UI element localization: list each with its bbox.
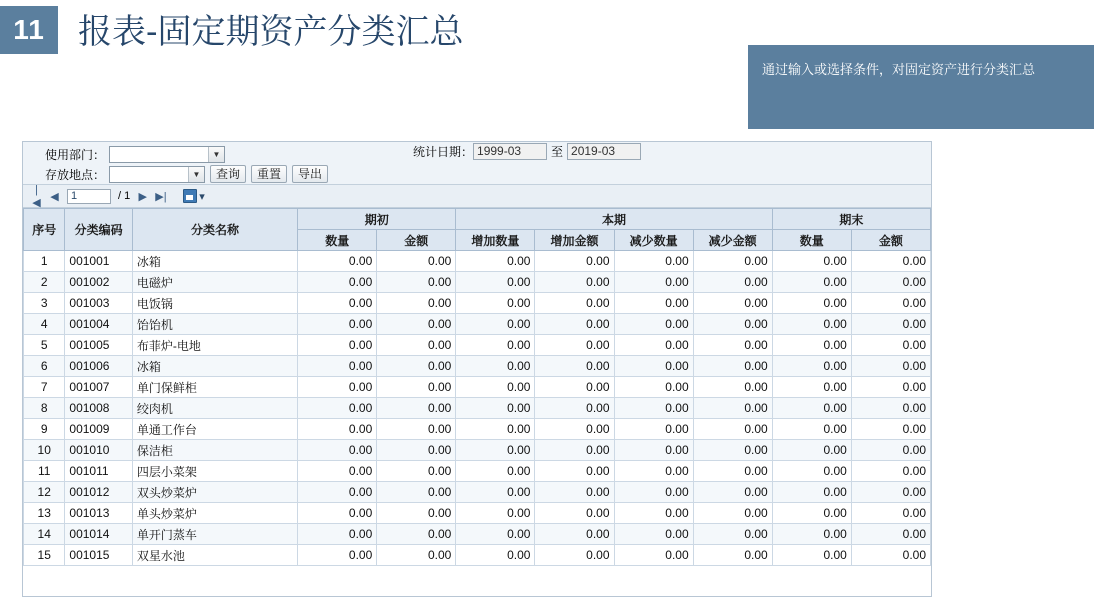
summary-table — [23, 208, 931, 566]
cell-value: 0.00 — [535, 272, 614, 293]
cell-category-name: 饴饴机 — [132, 314, 297, 335]
cell-category-code: 001008 — [65, 398, 132, 419]
cell-category-name: 单开门蒸车 — [132, 524, 297, 545]
cell-value: 0.00 — [456, 377, 535, 398]
cell-value: 0.00 — [693, 356, 772, 377]
table-body — [24, 251, 931, 566]
export-button[interactable]: 导出 — [292, 165, 328, 183]
cell-value: 0.00 — [377, 293, 456, 314]
cell-value: 0.00 — [772, 377, 851, 398]
location-label: 存放地点： — [44, 167, 105, 182]
group-closing: 期末 — [772, 209, 930, 230]
query-button[interactable]: 查询 — [210, 165, 246, 183]
cell-value: 0.00 — [535, 440, 614, 461]
cell-value: 0.00 — [456, 503, 535, 524]
col-category-code: 分类编码 — [65, 209, 132, 251]
page-title: 报表-固定期资产分类汇总 — [78, 12, 464, 52]
cell-value: 0.00 — [772, 356, 851, 377]
col-increase-amt: 增加金额 — [535, 230, 614, 251]
cell-value: 0.00 — [535, 293, 614, 314]
save-disk-icon — [183, 189, 197, 203]
col-closing-amt: 金额 — [851, 230, 930, 251]
cell-value: 0.00 — [772, 524, 851, 545]
cell-value: 0.00 — [377, 377, 456, 398]
cell-value: 0.00 — [614, 377, 693, 398]
cell-value: 0.00 — [851, 398, 930, 419]
cell-category-code: 001005 — [65, 335, 132, 356]
cell-value: 0.00 — [851, 524, 930, 545]
group-header-row — [24, 209, 931, 230]
cell-category-name: 单门保鲜柜 — [132, 377, 297, 398]
cell-value: 0.00 — [614, 314, 693, 335]
col-category-name: 分类名称 — [132, 209, 297, 251]
date-label: 统计日期： — [413, 145, 474, 159]
cell-category-name: 布菲炉-电地 — [132, 335, 297, 356]
cell-category-code: 001003 — [65, 293, 132, 314]
cell-value: 0.00 — [535, 482, 614, 503]
cell-seq: 5 — [24, 335, 65, 356]
cell-value: 0.00 — [298, 335, 377, 356]
table-row[interactable] — [24, 272, 931, 293]
table-row[interactable] — [24, 335, 931, 356]
cell-value: 0.00 — [377, 419, 456, 440]
cell-value: 0.00 — [851, 272, 930, 293]
cell-value: 0.00 — [614, 545, 693, 566]
cell-value: 0.00 — [377, 356, 456, 377]
cell-value: 0.00 — [456, 419, 535, 440]
col-opening-qty: 数量 — [298, 230, 377, 251]
cell-value: 0.00 — [614, 440, 693, 461]
cell-category-name: 四层小菜架 — [132, 461, 297, 482]
cell-category-name: 单头炒菜炉 — [132, 503, 297, 524]
cell-value: 0.00 — [377, 482, 456, 503]
report-grid — [23, 208, 931, 580]
cell-value: 0.00 — [851, 335, 930, 356]
table-row[interactable] — [24, 398, 931, 419]
cell-value: 0.00 — [614, 524, 693, 545]
cell-value: 0.00 — [456, 398, 535, 419]
cell-value: 0.00 — [456, 461, 535, 482]
cell-value: 0.00 — [851, 377, 930, 398]
cell-value: 0.00 — [298, 251, 377, 272]
cell-value: 0.00 — [535, 398, 614, 419]
note-callout: 通过输入或选择条件，对固定资产进行分类汇总 — [748, 45, 1094, 129]
cell-category-name: 电磁炉 — [132, 272, 297, 293]
cell-category-code: 001007 — [65, 377, 132, 398]
cell-value: 0.00 — [693, 314, 772, 335]
cell-category-code: 001010 — [65, 440, 132, 461]
cell-value: 0.00 — [614, 419, 693, 440]
cell-value: 0.00 — [772, 314, 851, 335]
cell-value: 0.00 — [535, 524, 614, 545]
chevron-down-icon: ▼ — [208, 147, 224, 162]
cell-value: 0.00 — [693, 419, 772, 440]
date-from-input[interactable]: 1999-03 — [473, 143, 547, 160]
cell-category-code: 001012 — [65, 482, 132, 503]
cell-value: 0.00 — [298, 272, 377, 293]
cell-value: 0.00 — [535, 377, 614, 398]
table-row[interactable] — [24, 482, 931, 503]
cell-value: 0.00 — [456, 482, 535, 503]
cell-value: 0.00 — [693, 461, 772, 482]
cell-value: 0.00 — [535, 419, 614, 440]
cell-value: 0.00 — [851, 482, 930, 503]
cell-category-code: 001013 — [65, 503, 132, 524]
cell-value: 0.00 — [693, 503, 772, 524]
cell-category-name: 冰箱 — [132, 251, 297, 272]
cell-value: 0.00 — [851, 461, 930, 482]
cell-value: 0.00 — [772, 545, 851, 566]
caret-down-icon: ▾ — [199, 190, 205, 203]
cell-value: 0.00 — [772, 482, 851, 503]
table-row[interactable] — [24, 293, 931, 314]
cell-category-name: 电饭锅 — [132, 293, 297, 314]
cell-value: 0.00 — [614, 398, 693, 419]
total-pages-label: / 1 — [118, 190, 131, 202]
cell-category-code: 001014 — [65, 524, 132, 545]
cell-value: 0.00 — [772, 398, 851, 419]
col-decrease-qty: 减少数量 — [614, 230, 693, 251]
cell-value: 0.00 — [535, 314, 614, 335]
cell-value: 0.00 — [456, 314, 535, 335]
table-row[interactable] — [24, 314, 931, 335]
table-head — [24, 209, 931, 251]
cell-seq: 6 — [24, 356, 65, 377]
cell-value: 0.00 — [851, 293, 930, 314]
cell-value: 0.00 — [693, 377, 772, 398]
cell-value: 0.00 — [456, 440, 535, 461]
table-row[interactable] — [24, 461, 931, 482]
cell-value: 0.00 — [772, 503, 851, 524]
cell-value: 0.00 — [377, 398, 456, 419]
cell-value: 0.00 — [614, 356, 693, 377]
cell-value: 0.00 — [614, 293, 693, 314]
cell-value: 0.00 — [772, 461, 851, 482]
table-row[interactable] — [24, 503, 931, 524]
cell-value: 0.00 — [772, 419, 851, 440]
cell-category-code: 001015 — [65, 545, 132, 566]
table-row[interactable] — [24, 356, 931, 377]
cell-category-name: 双星水池 — [132, 545, 297, 566]
cell-value: 0.00 — [298, 461, 377, 482]
cell-seq: 15 — [24, 545, 65, 566]
cell-seq: 7 — [24, 377, 65, 398]
cell-category-code: 001001 — [65, 251, 132, 272]
filter-row-location — [23, 164, 931, 184]
cell-category-code: 001009 — [65, 419, 132, 440]
cell-seq: 10 — [24, 440, 65, 461]
cell-value: 0.00 — [377, 545, 456, 566]
cell-value: 0.00 — [693, 335, 772, 356]
table-row[interactable] — [24, 419, 931, 440]
cell-value: 0.00 — [535, 356, 614, 377]
pager-toolbar — [23, 185, 931, 208]
chevron-down-icon: ▼ — [188, 167, 204, 182]
cell-value: 0.00 — [614, 335, 693, 356]
cell-value: 0.00 — [298, 482, 377, 503]
cell-value: 0.00 — [298, 356, 377, 377]
cell-value: 0.00 — [851, 314, 930, 335]
cell-value: 0.00 — [851, 251, 930, 272]
export-dropdown[interactable] — [183, 189, 205, 203]
cell-value: 0.00 — [772, 335, 851, 356]
cell-value: 0.00 — [298, 503, 377, 524]
group-current: 本期 — [456, 209, 772, 230]
table-row[interactable] — [24, 545, 931, 566]
cell-seq: 1 — [24, 251, 65, 272]
col-opening-amt: 金额 — [377, 230, 456, 251]
cell-value: 0.00 — [377, 503, 456, 524]
cell-value: 0.00 — [535, 461, 614, 482]
col-seq: 序号 — [24, 209, 65, 251]
reset-button[interactable]: 重置 — [251, 165, 287, 183]
cell-value: 0.00 — [772, 272, 851, 293]
cell-category-name: 冰箱 — [132, 356, 297, 377]
cell-seq: 4 — [24, 314, 65, 335]
cell-value: 0.00 — [456, 356, 535, 377]
cell-value: 0.00 — [377, 272, 456, 293]
report-panel — [22, 141, 932, 597]
date-to-input[interactable]: 2019-03 — [567, 143, 641, 160]
col-closing-qty: 数量 — [772, 230, 851, 251]
cell-value: 0.00 — [693, 293, 772, 314]
cell-value: 0.00 — [614, 503, 693, 524]
cell-value: 0.00 — [693, 251, 772, 272]
cell-value: 0.00 — [614, 251, 693, 272]
cell-category-name: 双头炒菜炉 — [132, 482, 297, 503]
prev-page-icon[interactable]: ◀ — [50, 190, 59, 203]
cell-value: 0.00 — [535, 251, 614, 272]
location-select[interactable] — [109, 166, 205, 183]
cell-value: 0.00 — [851, 356, 930, 377]
cell-category-code: 001004 — [65, 314, 132, 335]
cell-category-code: 001002 — [65, 272, 132, 293]
cell-value: 0.00 — [377, 440, 456, 461]
cell-value: 0.00 — [298, 545, 377, 566]
cell-value: 0.00 — [298, 293, 377, 314]
cell-category-code: 001006 — [65, 356, 132, 377]
date-filter — [413, 143, 641, 160]
cell-seq: 12 — [24, 482, 65, 503]
date-separator: 至 — [551, 145, 564, 159]
cell-value: 0.00 — [693, 272, 772, 293]
cell-value: 0.00 — [693, 440, 772, 461]
cell-value: 0.00 — [851, 440, 930, 461]
cell-seq: 3 — [24, 293, 65, 314]
cell-value: 0.00 — [772, 251, 851, 272]
cell-value: 0.00 — [298, 377, 377, 398]
cell-value: 0.00 — [377, 335, 456, 356]
cell-value: 0.00 — [298, 440, 377, 461]
cell-value: 0.00 — [456, 524, 535, 545]
cell-value: 0.00 — [456, 293, 535, 314]
cell-value: 0.00 — [693, 524, 772, 545]
cell-value: 0.00 — [772, 440, 851, 461]
table-row[interactable] — [24, 377, 931, 398]
filter-bar — [23, 142, 931, 185]
cell-seq: 13 — [24, 503, 65, 524]
cell-value: 0.00 — [851, 419, 930, 440]
cell-value: 0.00 — [456, 272, 535, 293]
cell-seq: 9 — [24, 419, 65, 440]
cell-value: 0.00 — [456, 335, 535, 356]
cell-category-code: 001011 — [65, 461, 132, 482]
next-page-icon[interactable]: ▶ — [138, 190, 147, 203]
table-row[interactable] — [24, 440, 931, 461]
cell-value: 0.00 — [851, 503, 930, 524]
cell-value: 0.00 — [693, 482, 772, 503]
cell-category-name: 单通工作台 — [132, 419, 297, 440]
cell-value: 0.00 — [298, 419, 377, 440]
cell-seq: 11 — [24, 461, 65, 482]
first-page-icon[interactable]: |◀ — [32, 183, 41, 209]
last-page-icon[interactable]: ▶| — [155, 190, 167, 203]
cell-value: 0.00 — [298, 524, 377, 545]
cell-value: 0.00 — [298, 398, 377, 419]
department-select[interactable] — [109, 146, 225, 163]
cell-value: 0.00 — [772, 293, 851, 314]
col-increase-qty: 增加数量 — [456, 230, 535, 251]
department-label: 使用部门： — [44, 147, 105, 162]
cell-value: 0.00 — [851, 545, 930, 566]
cell-seq: 14 — [24, 524, 65, 545]
cell-value: 0.00 — [456, 545, 535, 566]
cell-seq: 2 — [24, 272, 65, 293]
cell-value: 0.00 — [377, 524, 456, 545]
cell-value: 0.00 — [456, 251, 535, 272]
cell-value: 0.00 — [377, 314, 456, 335]
cell-category-name: 绞肉机 — [132, 398, 297, 419]
cell-value: 0.00 — [614, 272, 693, 293]
page-number-input[interactable]: 1 — [67, 189, 111, 204]
cell-value: 0.00 — [614, 482, 693, 503]
cell-seq: 8 — [24, 398, 65, 419]
cell-value: 0.00 — [535, 545, 614, 566]
cell-value: 0.00 — [298, 314, 377, 335]
cell-value: 0.00 — [535, 503, 614, 524]
col-decrease-amt: 减少金额 — [693, 230, 772, 251]
cell-value: 0.00 — [614, 461, 693, 482]
cell-value: 0.00 — [693, 398, 772, 419]
cell-category-name: 保洁柜 — [132, 440, 297, 461]
page-number-badge: 11 — [0, 6, 58, 54]
table-row[interactable] — [24, 524, 931, 545]
group-opening: 期初 — [298, 209, 456, 230]
cell-value: 0.00 — [377, 251, 456, 272]
cell-value: 0.00 — [377, 461, 456, 482]
cell-value: 0.00 — [535, 335, 614, 356]
table-row[interactable] — [24, 251, 931, 272]
cell-value: 0.00 — [693, 545, 772, 566]
